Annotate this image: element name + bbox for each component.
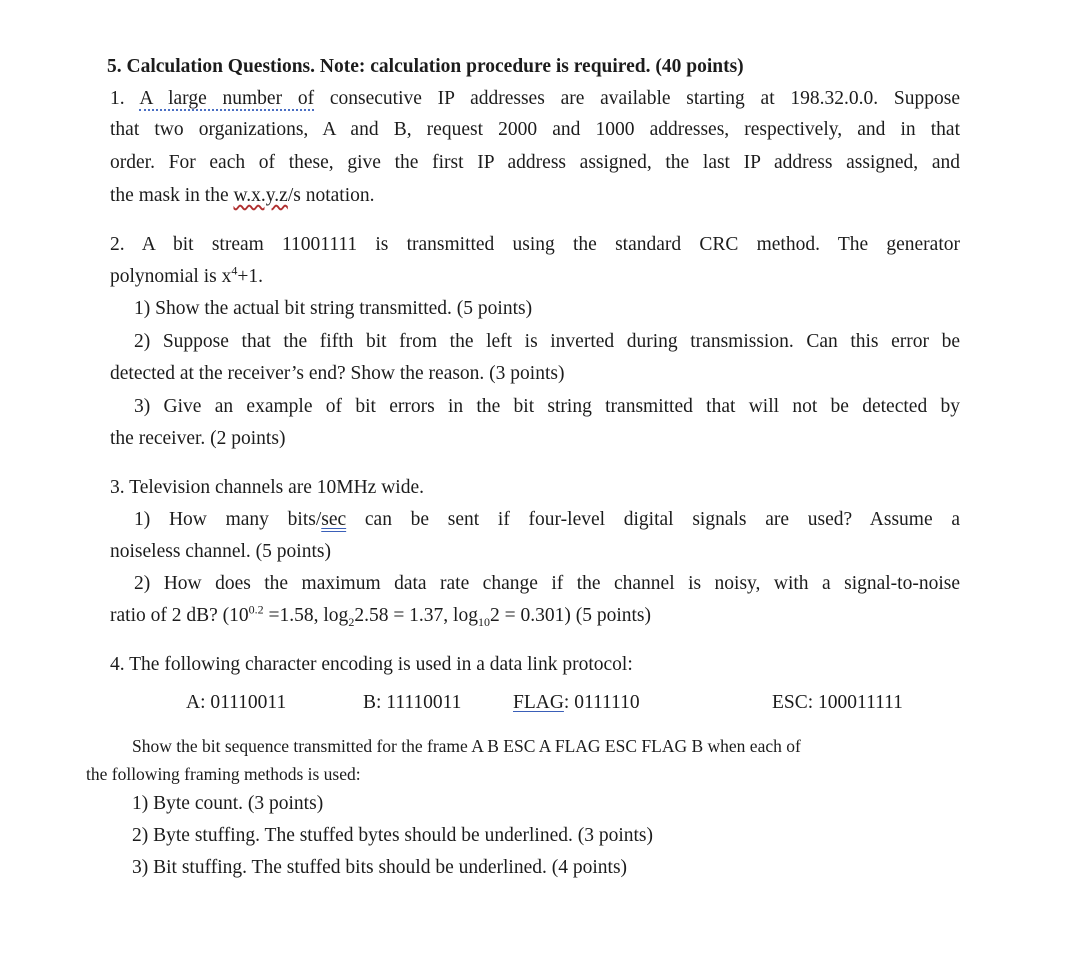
q3-ratio-text-a: ratio of 2 dB? (10 xyxy=(110,605,249,626)
q3-part-1-line-2: noiseless channel. (5 points) xyxy=(110,541,331,562)
q1-line-1 xyxy=(110,86,960,112)
q2-poly-pre: polynomial is x xyxy=(110,266,232,287)
q2-part-1: 1) Show the actual bit string transmitted. (5 points) xyxy=(134,298,533,319)
q4-encoding-b: B: 11110011 xyxy=(363,692,462,713)
q3-line-1: 3. Television channels are 10MHz wide. xyxy=(110,477,424,498)
q3-ratio-text-b: =1.58, log xyxy=(263,605,349,626)
q1-number: 1. xyxy=(110,88,140,109)
q1-line-3: order. For each of these, give the first IP address assigned, the last IP address assigned, and xyxy=(110,152,960,173)
q3-part-1-post: can be sent if four-level digital signals are used? Assume a xyxy=(346,509,960,530)
q3-log-base-2: 2 xyxy=(348,614,355,629)
q3-log-base-10: 10 xyxy=(477,614,490,629)
q4-encoding-flag xyxy=(513,690,640,716)
q2-part-2-line-2: detected at the receiver’s end? Show the reason. (3 points) xyxy=(110,363,565,384)
q4-method-2: 2) Byte stuffing. The stuffed bytes should be underlined. (3 points) xyxy=(132,825,654,846)
q4-show-line-2: the following framing methods is used: xyxy=(86,764,361,784)
q4-flag-value: : 0111110 xyxy=(563,692,640,713)
q1-line-2: that two organizations, A and B, request 2000 and 1000 addresses, respectively, and in that xyxy=(110,119,960,140)
q1-mask-notation: w.x.y.z xyxy=(233,185,288,206)
q2-part-3-line-2: the receiver. (2 points) xyxy=(110,428,286,449)
q2-part-3-line-1: 3) Give an example of bit errors in the bit string transmitted that will not be detected by xyxy=(134,396,960,417)
q4-encoding-esc: ESC: 100011111 xyxy=(772,692,903,713)
q1-line-1-rest: consecutive IP addresses are available starting at 198.32.0.0. Suppose xyxy=(314,88,961,109)
q4-show-line-1: Show the bit sequence transmitted for the frame A B ESC A FLAG ESC FLAG B when each of xyxy=(132,736,801,756)
q3-ratio-text-d: 2 = 0.301) (5 points) xyxy=(489,605,652,626)
section-heading: 5. Calculation Questions. Note: calculation procedure is required. (40 points) xyxy=(107,56,744,77)
q1-marked-phrase: A large number of xyxy=(139,88,315,109)
q3-part-1-marked: sec xyxy=(321,509,347,530)
q3-part-2-line-1: 2) How does the maximum data rate change if the channel is noisy, with a signal-to-noise xyxy=(134,573,960,594)
q3-part-1-pre: 1) How many bits/ xyxy=(134,509,322,530)
q3-part-1-line-1 xyxy=(134,507,960,533)
q4-line-1: 4. The following character encoding is used in a data link protocol: xyxy=(110,654,633,675)
q2-line-2 xyxy=(110,264,263,290)
q3-ratio-exponent: 0.2 xyxy=(248,602,264,617)
q3-part-2-line-2 xyxy=(110,603,651,629)
q3-ratio-text-c: 2.58 = 1.37, log xyxy=(354,605,478,626)
q4-method-1: 1) Byte count. (3 points) xyxy=(132,793,324,814)
q2-part-2-line-1: 2) Suppose that the fifth bit from the left is inverted during transmission. Can this error be xyxy=(134,331,960,352)
q2-poly-post: +1. xyxy=(237,266,263,287)
q1-line-4-post: /s notation. xyxy=(287,185,375,206)
q4-encoding-a: A: 01110011 xyxy=(186,692,287,713)
q2-line-1: 2. A bit stream 11001111 is transmitted using the standard CRC method. The generator xyxy=(110,234,960,255)
q1-line-4 xyxy=(110,183,375,209)
q1-line-4-pre: the mask in the xyxy=(110,185,234,206)
q2-poly-exponent: 4 xyxy=(231,263,238,278)
q4-flag-label: FLAG xyxy=(513,692,564,713)
q4-method-3: 3) Bit stuffing. The stuffed bits should be underlined. (4 points) xyxy=(132,857,628,878)
